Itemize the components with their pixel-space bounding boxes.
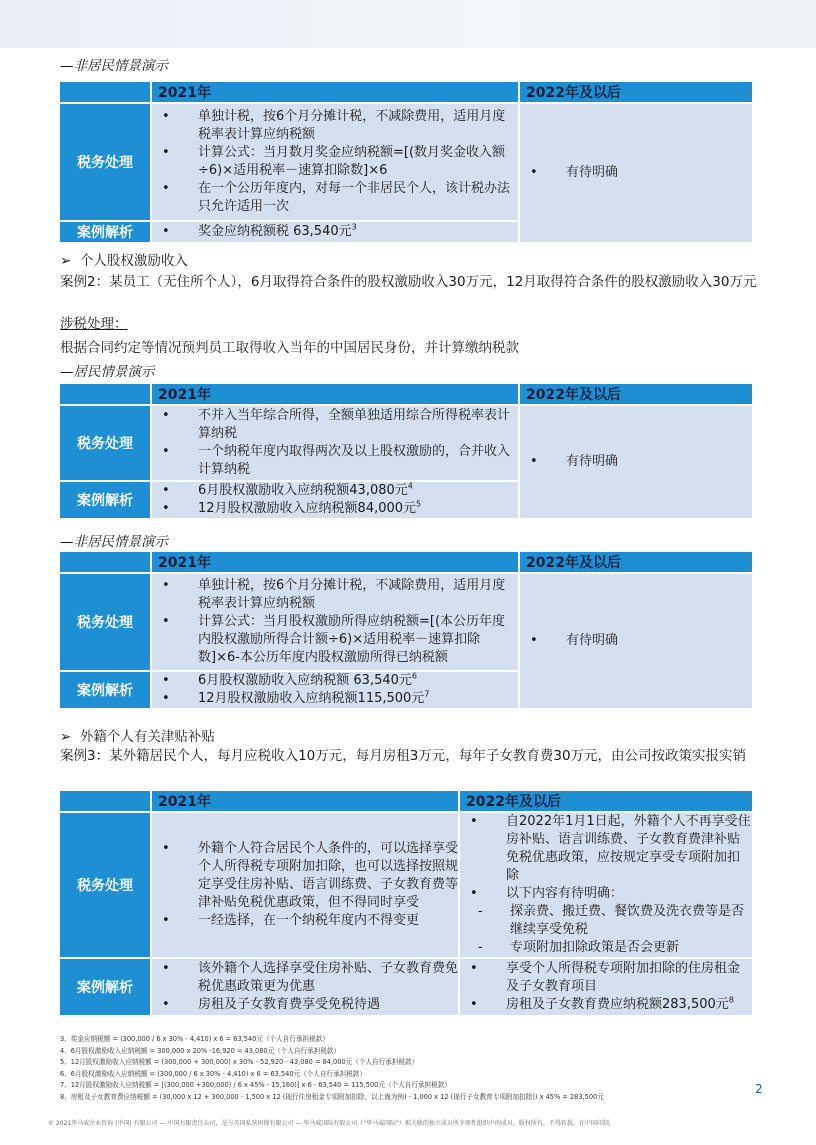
footnote: 6、6月股权激励收入应纳税额 = (300,000 / 6 x 30% - 4,410) x 6 = 63,540元（个人自行承担税款） (60, 1069, 367, 1078)
arrow-icon: ➢ (60, 729, 72, 745)
footnote-ref: 8 (728, 995, 734, 1005)
list-item: • 计算公式：当月数月奖金应纳税额=[(数月奖金收入额÷6)×适用税率－速算扣除数]×6 (176, 144, 518, 180)
footnote-ref: 7 (424, 689, 430, 699)
row-label-tax-treatment: 税务处理 (60, 406, 150, 480)
tax-treatment-text: 根据合同约定等情况预判员工取得收入当年的中国居民身份，并计算缴纳税款 (60, 340, 519, 356)
page-number: 2 (755, 1082, 763, 1096)
header-2021: 2021年 (152, 384, 518, 404)
case-text: 12月股权激励收入应纳税额115,500元 (198, 691, 425, 706)
nonresident-heading-2: —非居民情景演示 (60, 534, 168, 550)
row-label-case: 案例解析 (60, 672, 150, 708)
footnote-ref: 3 (351, 222, 357, 232)
table-resident-equity (58, 382, 754, 520)
row-label-case: 案例解析 (60, 959, 150, 1015)
footnote: 4、6月股权激励收入应纳税额 = 300,000 x 20% -16,920 = 43,080元（个人自行承担税款） (60, 1046, 341, 1055)
header-blank (60, 384, 150, 404)
list-item: • 有待明确 (544, 453, 752, 471)
list-item: • 享受个人所得税专项附加扣除的住房租金及子女教育项目 (484, 960, 752, 996)
list-item (176, 223, 518, 241)
row-label-tax-treatment: 税务处理 (60, 813, 150, 957)
footnotes (60, 1034, 604, 1103)
top-banner (0, 0, 816, 48)
case-text: 12月股权激励收入应纳税额84,000元 (198, 501, 417, 516)
case-text: 6月股权激励收入应纳税额43,080元 (198, 483, 408, 498)
list-item: • 以下内容有待明确： (484, 885, 752, 903)
dash-item: - 探亲费、搬迁费、餐饮费及洗衣费等是否继续享受免税 (484, 903, 752, 939)
case-text: 奖金应纳税额税 63,540元 (198, 224, 352, 239)
list-item: • 单独计税，按6个月分摊计税，不减除费用，适用月度税率表计算应纳税额 (176, 108, 518, 144)
list-item: • 有待明确 (544, 164, 752, 182)
list-item: • 单独计税，按6个月分摊计税，不减除费用，适用月度税率表计算应纳税额 (176, 577, 518, 613)
footnote: 5、12月股权激励收入应纳税额 = (300,000 + 300,000) x 30% - 52,920 - 43,080 = 84,000元（个人自行承担税款） (60, 1058, 419, 1066)
footnote-ref: 4 (407, 481, 413, 491)
row-label-tax-treatment: 税务处理 (60, 574, 150, 670)
list-item: • 一经选择，在一个纳税年度内不得变更 (176, 912, 458, 930)
list-item (176, 672, 518, 690)
treatment-2022-cell (520, 406, 752, 518)
list-item: • 计算公式：当月股权激励所得应纳税额=[(本公历年度内股权激励所得合计额÷6)×适用税率－速算扣除数]×6-本公历年度内股权激励所得已纳税额 (176, 613, 518, 667)
footnote: 8、房租及子女教育费应纳税额 = (30,000 x 12 + 300,000 - 1,500 x 12 (现行住房租金专项附加扣除，以上海为例) - 1,000 x 12 (现行子女教育专项附加扣除)) x 45% = 283,500元 (60, 1092, 604, 1101)
arrow-icon: ➢ (60, 253, 72, 269)
treatment-2021-cell (152, 574, 518, 670)
treatment-2022-cell (460, 813, 752, 957)
resident-heading: —居民情景演示 (60, 364, 155, 380)
case-2021-cell (152, 672, 518, 708)
list-item: • 有待明确 (544, 632, 752, 650)
header-2022: 2022年及以后 (520, 82, 752, 102)
header-blank (60, 791, 150, 811)
case3-text: 案例3：某外籍居民个人，每月应税收入10万元，每月房租3万元，每年子女教育费30万元，由公司按政策实报实销 (60, 748, 747, 764)
list-item (176, 482, 518, 500)
header-2022: 2022年及以后 (520, 384, 752, 404)
list-item: • 该外籍个人选择享受住房补贴、子女教育费免税优惠政策更为优惠 (176, 960, 458, 996)
case-text: 6月股权激励收入应纳税额 63,540元 (198, 673, 412, 688)
case-2021-cell (152, 482, 518, 518)
treatment-2021-cell (152, 813, 458, 957)
footnote-ref: 5 (416, 499, 422, 509)
list-item (484, 996, 752, 1014)
row-label-case: 案例解析 (60, 222, 150, 242)
table-nonresident-bonus (58, 80, 754, 244)
treatment-2022-cell (520, 104, 752, 242)
list-item: • 自2022年1月1日起，外籍个人不再享受住房补贴、语言训练费、子女教育费津补贴免税优惠政策，应按规定享受专项附加扣除 (484, 813, 752, 885)
row-label-case: 案例解析 (60, 482, 150, 518)
list-item (176, 500, 518, 518)
header-2022: 2022年及以后 (520, 552, 752, 572)
footnote: 7、12月股权激励收入应纳税额 = [(300,000 +300,000) / 6 x 45% - 15,160)] x 6 - 63,540 = 115,500元（个人自行承担税款） (60, 1081, 451, 1089)
list-item: • 一个纳税年度内取得两次及以上股权激励的，合并收入计算纳税 (176, 443, 518, 479)
copyright-notice: © 2021毕马威企业咨询 (中国) 有限公司 — 中国有限责任公司，是与英国私营担保有限公司 — 毕马威国际有限公司（"毕马威国际"）相关联的独立成员所全球性组织中的成员。版权所有，不得转载。在中国印制。 (48, 1120, 615, 1127)
list-item: • 不并入当年综合所得，全额单独适用综合所得税率表计算纳税 (176, 407, 518, 443)
header-2021: 2021年 (152, 552, 518, 572)
section-title: 外籍个人有关津贴补贴 (79, 729, 215, 745)
dash-item: - 专项附加扣除政策是否会更新 (484, 939, 752, 957)
table-expat-allowance (58, 789, 754, 1017)
treatment-2021-cell (152, 406, 518, 480)
nonresident-heading-1: —非居民情景演示 (60, 58, 168, 74)
section-expat-allowance (60, 725, 215, 745)
case2-text: 案例2：某员工（无住所个人），6月取得符合条件的股权激励收入30万元，12月取得符合条件的股权激励收入30万元 (60, 274, 757, 290)
section-title: 个人股权激励收入 (79, 253, 188, 269)
case-text: 房租及子女教育费应纳税额283,500元 (506, 997, 729, 1012)
case-2022-cell (460, 959, 752, 1015)
treatment-2021-cell (152, 104, 518, 220)
header-2022: 2022年及以后 (460, 791, 752, 811)
treatment-2022-cell (520, 574, 752, 708)
table-nonresident-equity (58, 550, 754, 710)
header-2021: 2021年 (152, 82, 518, 102)
row-label-tax-treatment: 税务处理 (60, 104, 150, 220)
list-item: • 外籍个人符合居民个人条件的，可以选择享受个人所得税专项附加扣除，也可以选择按照规定享受住房补贴、语言训练费、子女教育费等津补贴免税优惠政策，但不得同时享受 (176, 840, 458, 912)
header-blank (60, 552, 150, 572)
footnote-ref: 6 (411, 671, 417, 681)
footnote: 3、奖金应纳税额 = (300,000 / 6 x 30% - 4,410) x 6 = 63,540元（个人自行承担税款） (60, 1035, 329, 1043)
case-2021-cell (152, 959, 458, 1015)
header-blank (60, 82, 150, 102)
section-equity-incentive (60, 249, 188, 269)
tax-treatment-label: 涉税处理： (60, 316, 128, 332)
case-2021-cell (152, 222, 518, 242)
list-item: • 在一个公历年度内，对每一个非居民个人，该计税办法只允许适用一次 (176, 180, 518, 216)
header-2021: 2021年 (152, 791, 458, 811)
list-item: • 房租及子女教育费享受免税待遇 (176, 996, 458, 1014)
list-item (176, 690, 518, 708)
